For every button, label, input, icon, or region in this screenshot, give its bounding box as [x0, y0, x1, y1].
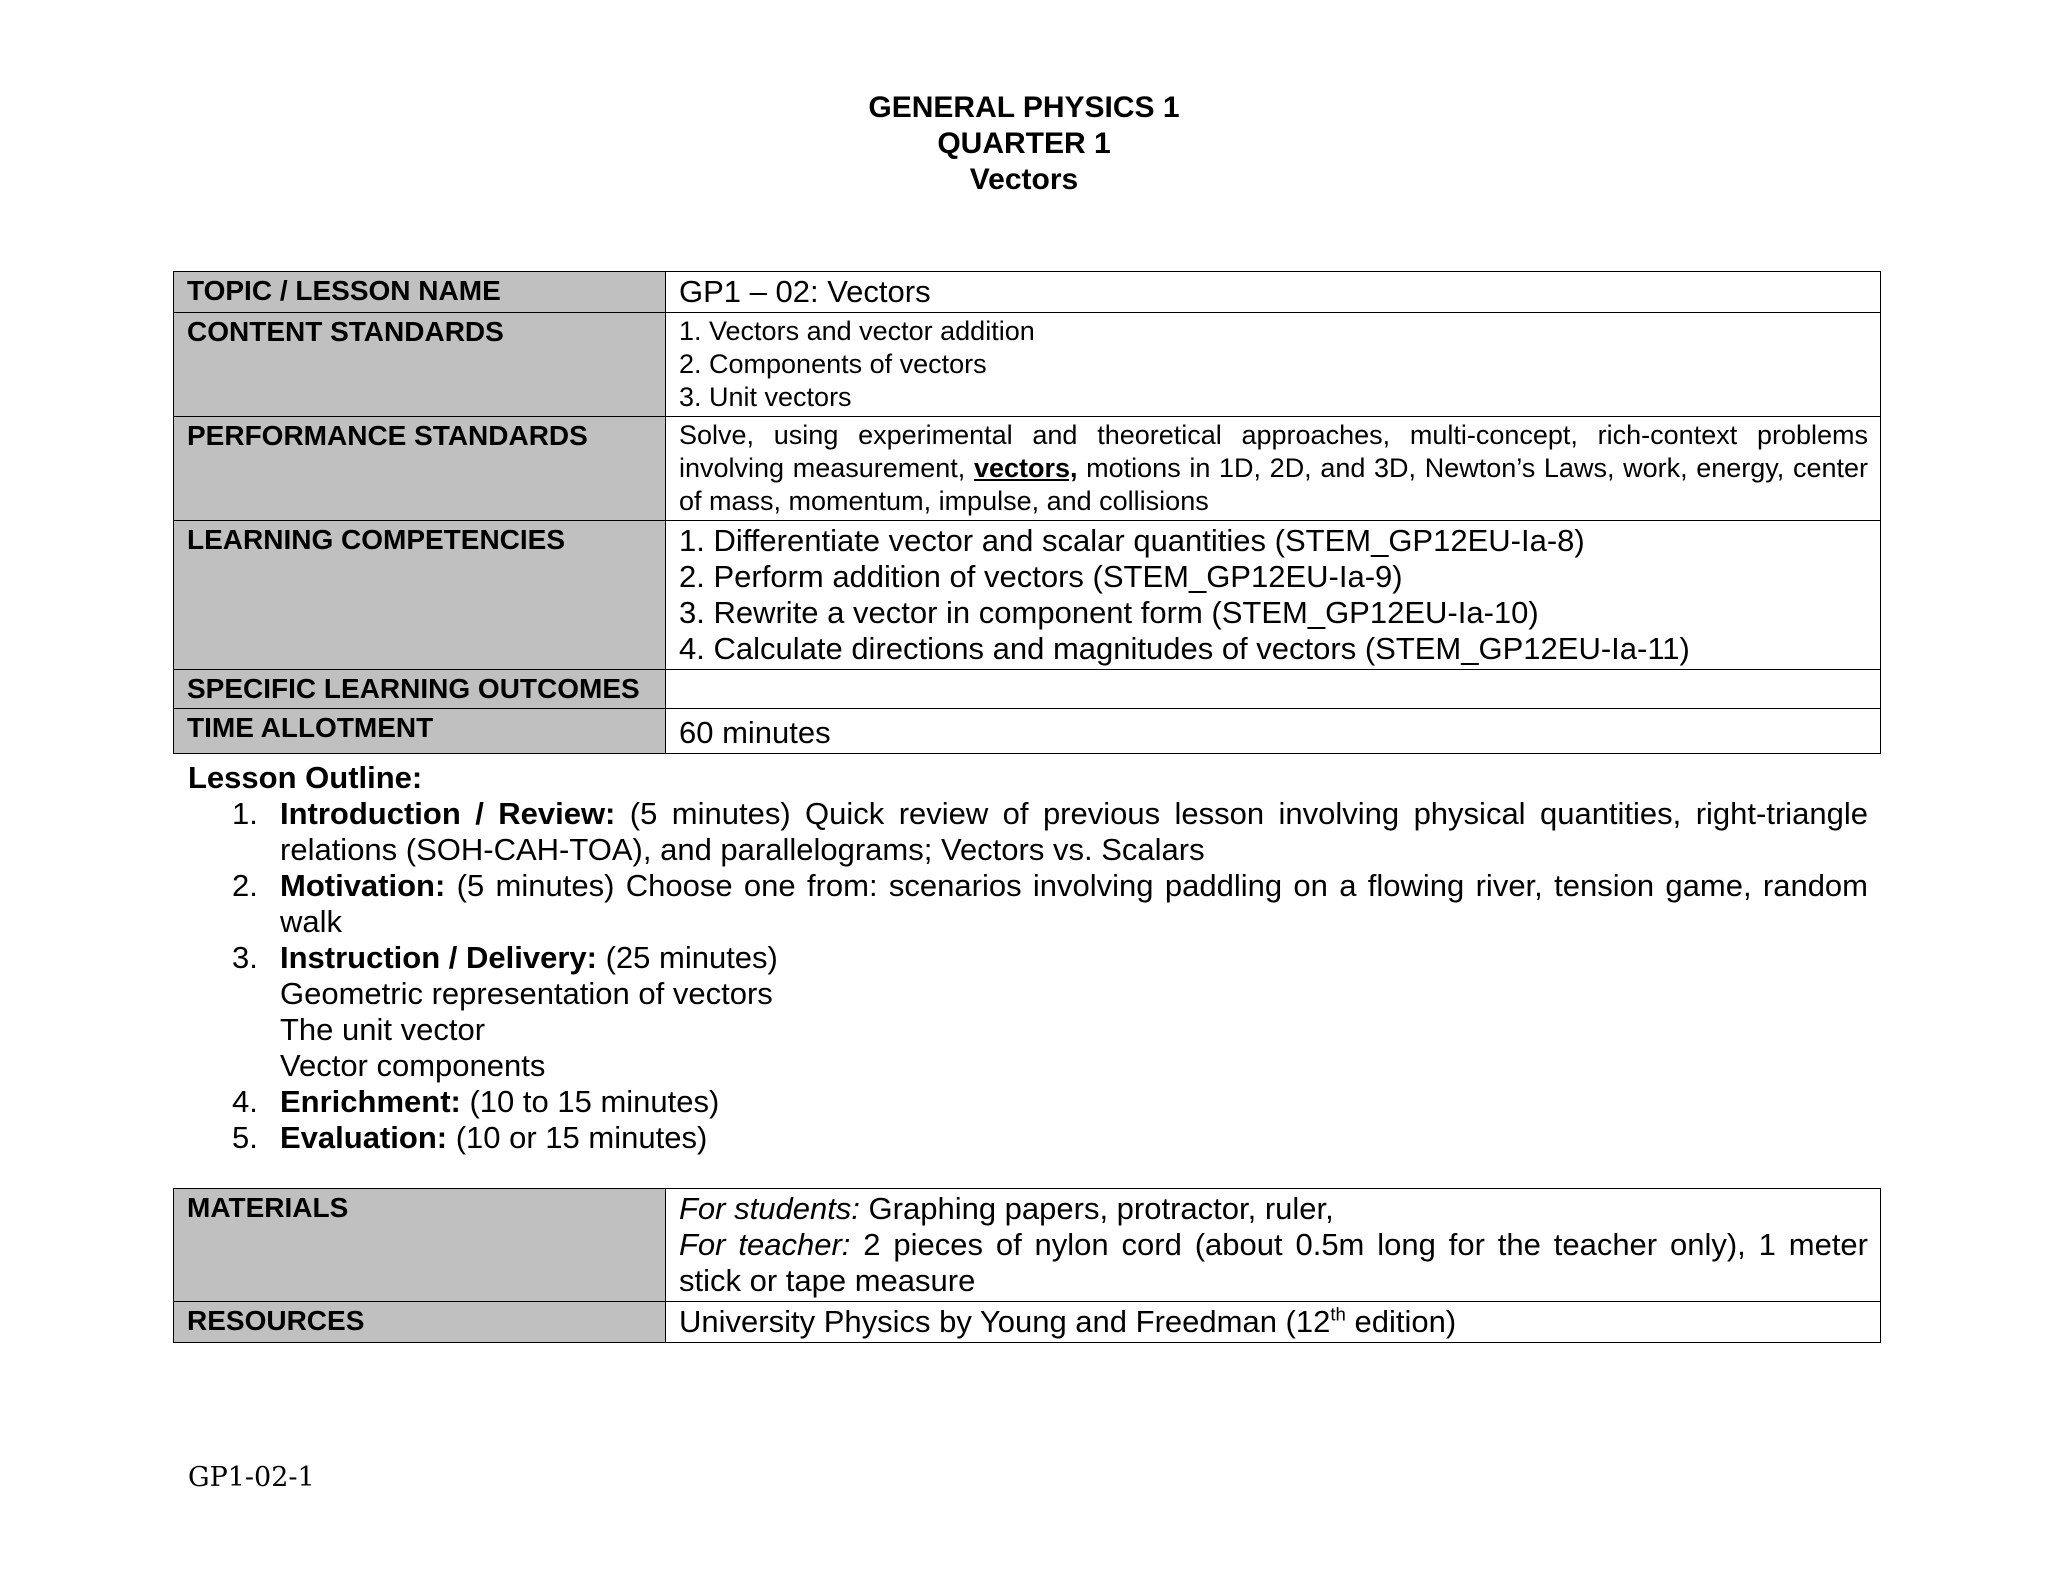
- lesson-outline-heading: Lesson Outline:: [188, 760, 423, 795]
- competency-item: 4. Calculate directions and magnitudes of vectors (STEM_GP12EU-Ia-11): [679, 631, 1690, 666]
- competency-item: 1. Differentiate vector and scalar quantities (STEM_GP12EU-Ia-8): [679, 523, 1585, 558]
- resources-label: RESOURCES: [174, 1302, 666, 1343]
- outline-item-number: 4.: [232, 1084, 258, 1119]
- students-prefix: For students:: [679, 1191, 860, 1226]
- outline-item-title: Introduction / Review:: [280, 796, 616, 831]
- row-learning-outcomes: [174, 670, 1881, 709]
- outline-item-title: Motivation:: [280, 868, 446, 903]
- time-allotment-label: TIME ALLOTMENT: [174, 709, 666, 754]
- content-standard-item: 3. Unit vectors: [679, 382, 852, 412]
- outline-item-text: (10 to 15 minutes): [460, 1084, 720, 1119]
- performance-standards-label: PERFORMANCE STANDARDS: [174, 417, 666, 521]
- time-allotment-value: 60 minutes: [666, 709, 1881, 754]
- outline-item-number: 5.: [232, 1120, 258, 1155]
- row-resources: [174, 1302, 1881, 1343]
- materials-label: MATERIALS: [174, 1189, 666, 1302]
- title-subject: GENERAL PHYSICS 1: [868, 91, 1180, 124]
- resources-value: [666, 1302, 1881, 1343]
- topic-value: GP1 – 02: Vectors: [666, 272, 1881, 313]
- resources-text-start: University Physics by Young and Freedman (12: [679, 1304, 1331, 1339]
- outline-item: [188, 868, 1868, 940]
- outline-item-number: 1.: [232, 796, 258, 831]
- outline-item-title: Enrichment:: [280, 1084, 461, 1119]
- outline-item-title: Instruction / Delivery:: [280, 940, 597, 975]
- outline-item: [188, 1120, 1868, 1156]
- outline-item: [188, 940, 1868, 1084]
- learning-outcomes-label: SPECIFIC LEARNING OUTCOMES: [174, 670, 666, 709]
- performance-text-end: motions in 1D, 2D, and 3D, Newton’s Laws, work, energy, center of mass, momentum, impulse, and collisions: [679, 453, 1868, 516]
- performance-standards-value: [666, 417, 1881, 521]
- teacher-text: 2 pieces of nylon cord (about 0.5m long for the teacher only), 1 meter stick or tape measure: [679, 1227, 1868, 1298]
- lesson-info-table: [173, 271, 1881, 754]
- learning-competencies-value: [666, 521, 1881, 670]
- page-code: GP1-02-1: [188, 1462, 315, 1493]
- document-title: [0, 90, 2048, 198]
- row-time-allotment: [174, 709, 1881, 754]
- title-topic: Vectors: [969, 163, 1079, 196]
- learning-competencies-label: LEARNING COMPETENCIES: [174, 521, 666, 670]
- topic-label: TOPIC / LESSON NAME: [174, 272, 666, 313]
- content-standards-value: [666, 313, 1881, 417]
- outline-item-number: 3.: [232, 940, 258, 975]
- content-standard-item: 1. Vectors and vector addition: [679, 316, 1035, 346]
- outline-subitem: The unit vector: [280, 1012, 486, 1047]
- performance-text-start: Solve, using experimental and theoretical approaches, multi-concept, rich-context problems involving measurement,: [679, 420, 1868, 483]
- outline-item-title: Evaluation:: [280, 1120, 448, 1155]
- title-quarter: QUARTER 1: [937, 127, 1111, 160]
- materials-value: [666, 1189, 1881, 1302]
- lesson-outline: [188, 760, 1868, 1156]
- outline-item: [188, 796, 1868, 868]
- competency-item: 3. Rewrite a vector in component form (STEM_GP12EU-Ia-10): [679, 595, 1539, 630]
- outline-item-text: (25 minutes): [596, 940, 778, 975]
- row-content-standards: [174, 313, 1881, 417]
- students-text: Graphing papers, protractor, ruler,: [859, 1191, 1334, 1226]
- resources-superscript: th: [1330, 1303, 1346, 1325]
- outline-subitem: Vector components: [280, 1048, 546, 1083]
- content-standard-item: 2. Components of vectors: [679, 349, 987, 379]
- content-standards-label: CONTENT STANDARDS: [174, 313, 666, 417]
- lesson-outline-list: [188, 796, 1868, 1156]
- teacher-prefix: For teacher:: [679, 1227, 851, 1262]
- row-learning-competencies: [174, 521, 1881, 670]
- resources-text-end: edition): [1345, 1304, 1457, 1339]
- row-performance-standards: [174, 417, 1881, 521]
- outline-item-number: 2.: [232, 868, 258, 903]
- row-topic: [174, 272, 1881, 313]
- outline-item-text: (10 or 15 minutes): [447, 1120, 708, 1155]
- row-materials: [174, 1189, 1881, 1302]
- materials-table: [173, 1188, 1881, 1343]
- competency-item: 2. Perform addition of vectors (STEM_GP12EU-Ia-9): [679, 559, 1403, 594]
- outline-item-text: (5 minutes) Quick review of previous lesson involving physical quantities, right-triangle relations (SOH-CAH-TOA), and parallelograms; Vectors vs. Scalars: [280, 796, 1868, 867]
- outline-subitem: Geometric representation of vectors: [280, 976, 773, 1011]
- learning-outcomes-value: [666, 670, 1881, 709]
- outline-item: [188, 1084, 1868, 1120]
- outline-item-text: (5 minutes) Choose one from: scenarios involving paddling on a flowing river, tension game, random walk: [280, 868, 1868, 939]
- performance-emphasis: vectors,: [973, 453, 1078, 483]
